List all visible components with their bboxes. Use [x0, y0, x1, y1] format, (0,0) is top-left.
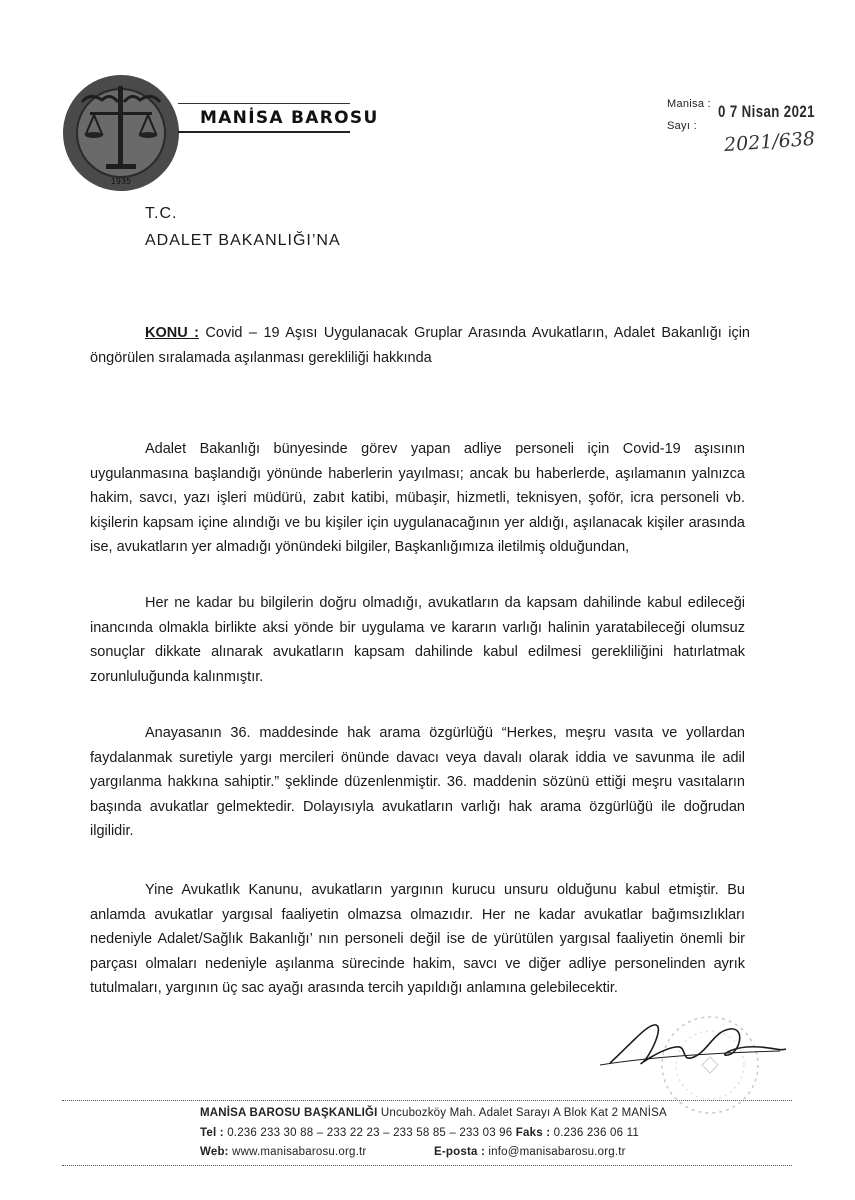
sayi-label: Sayı :: [667, 120, 697, 132]
letterhead-rule-bottom: [178, 131, 350, 133]
footer-org-name: MANİSA BAROSU BAŞKANLIĞI: [200, 1107, 378, 1119]
body-paragraph-1: Adalet Bakanlığı bünyesinde görev yapan adliye personeli için Covid-19 aşısının uygulanmasına başlandığı yönünde haberlerin yayılması; ancak bu haberlerde, aşılamanın yalnızca hakim, savcı, yazı işleri müdürü, zabıt katibi, mübaşir, hizmetli, teknisyen, şoför, icra personeli vb. kişilerin kapsam içine alındığı ve bu kişiler için uygulanacağının yer aldığı, aşılanacak kişiler arasında ise, avukatların yer almadığı yönündeki bilgiler, Başkanlığımıza iletilmiş olduğundan,: [90, 441, 745, 555]
letterhead-rule-top: [178, 103, 350, 104]
bar-name-heading: MANİSA BAROSU: [200, 108, 379, 128]
date-stamp: 0 7 Nisan 2021: [718, 102, 815, 121]
footer-email-group: [434, 1146, 626, 1158]
footer-rule-top: [62, 1100, 792, 1101]
footer-email-link[interactable]: info@manisabarosu.org.tr: [488, 1146, 626, 1158]
city-label: Manisa :: [667, 98, 711, 110]
footer-fax-label: Faks :: [515, 1127, 551, 1139]
subject-block: [90, 321, 750, 371]
recipient-line-2: ADALET BAKANLIĞI’NA: [145, 232, 341, 249]
footer-address-line: [200, 1107, 670, 1119]
footer-phone-line: [200, 1127, 670, 1139]
body-paragraph-3: Anayasanın 36. maddesinde hak arama özgürlüğü “Herkes, meşru vasıta ve yollardan faydalanmak suretiyle yargı mercileri önünde davacı veya davalı olarak iddia ve savunma ile adil yargılanma hakkına sahiptir.” şeklinde düzenlenmiştir. 36. maddenin sözünü ettiği meşru vasıtaların başında avukatlar gelmektedir. Dolayısıyla avukatların varlığı hak arama özgürlüğü ile doğrudan ilgilidir.: [90, 725, 745, 839]
footer-web-label: Web:: [200, 1146, 229, 1158]
footer-email-label: E-posta :: [434, 1146, 485, 1158]
footer-web-line: [200, 1146, 670, 1158]
footer-rule-bottom: [62, 1165, 792, 1166]
subject-label: KONU :: [145, 325, 199, 341]
footer-web-link[interactable]: www.manisabarosu.org.tr: [232, 1146, 367, 1158]
signature: [590, 1005, 790, 1085]
bar-logo: [60, 72, 182, 194]
footer-fax: 0.236 236 06 11: [553, 1127, 639, 1139]
reference-number: 2021/638: [723, 127, 816, 157]
subject-text: Covid – 19 Aşısı Uygulanacak Gruplar Arasında Avukatların, Adalet Bakanlığı için öngörülen sıralamada aşılanması gerekliliği hakkında: [90, 325, 750, 366]
body-paragraph-2: Her ne kadar bu bilgilerin doğru olmadığı, avukatların da kapsam dahilinde kabul edileceği inancında olmakla birlikte aksi yönde bir uygulama ve kararın varlığı halinin yaratabileceği olumsuz sonuçlar dikkate alınarak avukatların kapsam dahilinde kabul edilmesi gerekliliğini hatırlatmak zorunluluğunda kalınmıştır.: [90, 595, 745, 685]
body-paragraph-4: Yine Avukatlık Kanunu, avukatların yargının kurucu unsuru olduğunu kabul etmiştir. Bu anlamda avukatlar yargısal faaliyetin olmazsa olmazıdır. Her ne kadar avukatlar bağımsızlıkları nedeniyle Adalet/Sağlık Bakanlığı’ nın personeli değil ise de yürütülen yargısal faaliyetin önemli bir parçası olmaları nedeniyle aşılanma sürecinde hakim, savcı ve diğer adliye personelinden ayrık tutulmaları, yargının üç sac ayağı arasında tercih yapıldığı anlamına gelebilecektir.: [90, 882, 745, 996]
footer-address: Uncubozköy Mah. Adalet Sarayı A Blok Kat 2 MANİSA: [380, 1107, 667, 1119]
recipient-line-1: T.C.: [145, 205, 178, 222]
footer-tel: 0.236 233 30 88 – 233 22 23 – 233 58 85 – 233 03 96: [227, 1127, 513, 1139]
footer-tel-label: Tel :: [200, 1127, 224, 1139]
logo-year: 1935: [110, 177, 132, 186]
